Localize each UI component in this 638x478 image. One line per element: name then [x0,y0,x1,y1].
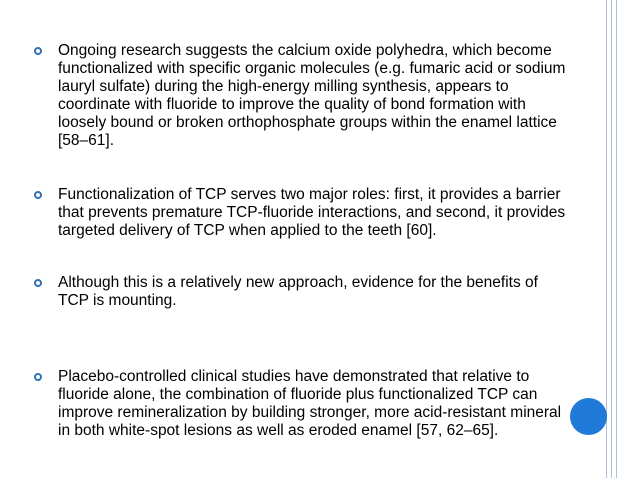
bullet-circle-icon [34,47,42,55]
bullet-text: Although this is a relatively new approach, evidence for the benefits of TCP is mounting. [58,274,538,309]
bullet-text: Placebo-controlled clinical studies have demonstrated that relative to fluoride alone, the combination of fluoride plus functionalized TCP can improve remineralization by building stronger, more acid-resistant mineral in both white-spot lesions as well as eroded enamel [57, 62–65]. [58,368,562,439]
frame-line-middle [611,0,612,478]
decorative-circle-icon [570,398,607,435]
bullet-circle-icon [34,373,42,381]
bullet-text: Ongoing research suggests the calcium oxide polyhedra, which become functionalized with specific organic molecules (e.g. fumaric acid or sodium lauryl sulfate) during the high-energy milling synthesis, appears to coordinate with fluoride to improve the quality of bond formation with loosely bound or broken orthophosphate groups within the enamel lattice [58–61]. [58,42,566,149]
frame-line-inner [616,0,617,478]
bullet-text: Functionalization of TCP serves two major roles: first, it provides a barrier that prevents premature TCP-fluoride interactions, and second, it provides targeted delivery of TCP when applied to the teeth [60]. [58,186,566,239]
bullet-circle-icon [34,191,42,199]
frame-line-outer [606,0,607,478]
bullet-circle-icon [34,279,42,287]
